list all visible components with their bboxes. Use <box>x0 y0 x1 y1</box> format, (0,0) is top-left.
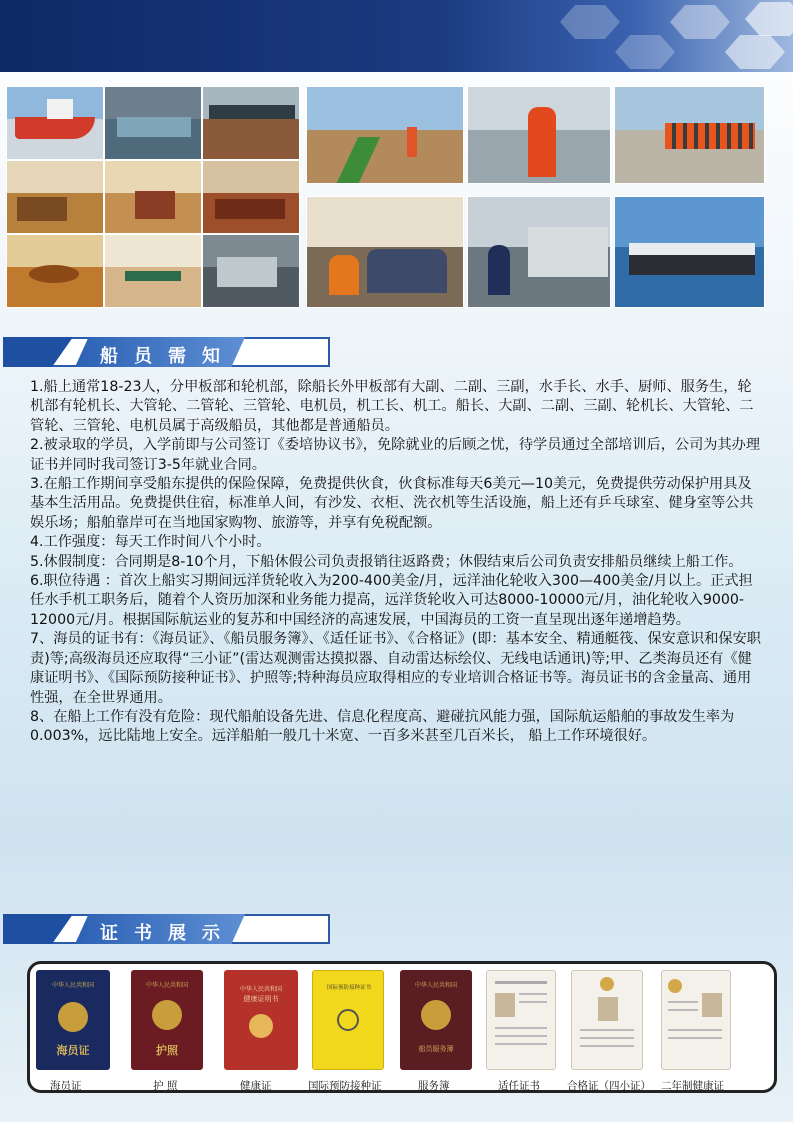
two-year-health-cert-page <box>661 970 731 1070</box>
cover-subtitle: 船员服务簿 <box>418 1045 454 1053</box>
note-item-6: 6.职位待遇 ：首次上船实习期间远洋货轮收入为200-400美金/月，远洋油化轮收入300—400美金/月以上。正式担任水手机工职务后，随着个人资历加深和业务能力提高，远洋货轮收入可达8000-10000元/月，油化轮收入9000-12000元/月。根据国际航运业的复苏和中国经济的高速发展，中国海员的工资一直呈现出逐年递增趋势。 <box>30 573 753 628</box>
section-accent-icon <box>3 337 73 367</box>
cover-title: 中华人民共和国 <box>145 982 188 989</box>
cabin-photo-1 <box>6 160 104 234</box>
note-item-7: 7、海员的证书有：《海员证》、《船员服务簿》、《适任证书》、《合格证》(即：基本安全、精通艇筏、保安意识和保安职责)等;高级海员还应取得“三小证”(雷达观测雷达摸拟器、自动雷达标绘仪、无线电话通讯)等;甲、乙类海员还有《健康证明书》、《国际预防接种证书》、护照等;特种海员应取得相应的专业培训合格证书等。海员证书的含金量高、通用性强，在全世界通用。 <box>30 631 761 706</box>
certificate-label: 护 照 <box>153 1080 178 1092</box>
certificate-label: 合格证（四小证） <box>567 1080 651 1092</box>
cover-title: 中华人民共和国 <box>239 986 282 993</box>
emblem-icon <box>668 979 682 993</box>
hexagon-decoration-icon <box>560 5 620 39</box>
certificate-label: 海员证 <box>50 1080 82 1092</box>
service-book-cover <box>400 970 472 1070</box>
crew-lineup-photo <box>614 86 765 184</box>
deck-photo <box>306 86 464 184</box>
hexagon-decoration-icon <box>670 5 730 39</box>
health-cert-cover <box>224 970 298 1070</box>
workshop-photo <box>202 234 300 308</box>
emblem-icon <box>421 1000 451 1030</box>
certificate-panel <box>27 961 777 1093</box>
emblem-icon <box>337 1009 359 1031</box>
qualification-cert-page <box>571 970 643 1070</box>
header-band <box>0 0 793 72</box>
emblem-icon <box>249 1014 273 1038</box>
portrait-photo-icon <box>495 993 515 1017</box>
emblem-icon <box>58 1002 88 1032</box>
note-item-3: 3.在船工作期间享受船东提供的保险保障，免费提供伙食，伙食标准每天6美元—10美元，免费提供劳动保护用具及基本生活用品。免费提供住宿，标准单人间，有沙发、衣柜、洗衣机等生活设施，船上还有乒乓球室、健身室等公共娱乐场；船舶靠岸可在当地国家购物、旅游等，并享有免税配额。 <box>30 476 754 531</box>
lounge-photo <box>202 160 300 234</box>
bridge-interior-photo <box>202 86 300 160</box>
note-item-4: 4.工作强度：每天工作时间八个小时。 <box>30 534 271 551</box>
cover-title: 中华人民共和国 <box>51 982 94 989</box>
emblem-icon <box>600 977 614 991</box>
certificate-label: 国际预防接种证 <box>308 1080 382 1092</box>
cert-section-title: 证书展示 <box>100 923 236 944</box>
crew-party-photo <box>306 196 464 308</box>
note-item-5: 5.休假制度：合同期是8-10个月，下船休假公司负责报销往返路费；休假结束后公司负责安排船员继续上船工作。 <box>30 553 743 570</box>
bulk-carrier-photo <box>614 196 765 308</box>
hexagon-decoration-icon <box>745 2 793 36</box>
certificate-label: 服务簿 <box>418 1080 450 1092</box>
control-room-photo <box>467 196 611 308</box>
emblem-icon <box>152 1000 182 1030</box>
certificate-label: 适任证书 <box>498 1080 540 1092</box>
note-item-1: 1.船上通常18-23人，分甲板部和轮机部，除船长外甲板部有大副、二副、三副，水手长、水手、厨师、服务生，轮机部有轮机长、大管轮、二管轮、三管轮、电机员，机工长、机工。船长、大副、二副、三副、轮机长、大管轮、二管轮、三管轮、电机员属于高级船员，其他都是普通船员。 <box>30 379 754 434</box>
portrait-photo-icon <box>598 997 618 1021</box>
cabin-photo-2 <box>104 160 202 234</box>
seaman-book-cover <box>36 970 110 1070</box>
cover-subtitle: 健康证明书 <box>243 995 279 1003</box>
ship-exterior-photo <box>6 86 104 160</box>
competency-cert-page <box>486 970 556 1070</box>
notes-section-title: 船员需知 <box>100 346 236 367</box>
cover-subtitle: 海员证 <box>56 1044 90 1057</box>
engine-room-photo <box>104 86 202 160</box>
notes-body <box>30 378 765 747</box>
passport-cover <box>131 970 203 1070</box>
cover-title: 中华人民共和国 <box>414 982 457 989</box>
certificate-label: 二年制健康证 <box>661 1080 724 1092</box>
gym-photo <box>104 234 202 308</box>
certificate-label: 健康证 <box>240 1080 272 1092</box>
hexagon-decoration-icon <box>615 35 675 69</box>
note-item-2: 2.被录取的学员，入学前即与公司签订《委培协议书》，免除就业的后顾之忧，待学员通过全部培训后，公司为其办理证书并同时我司签订3-5年就业合同。 <box>30 437 761 473</box>
notes-section-header <box>3 337 330 367</box>
dining-room-photo <box>6 234 104 308</box>
crew-binoculars-photo <box>467 86 611 184</box>
cover-subtitle: 护照 <box>156 1044 178 1057</box>
portrait-photo-icon <box>702 993 722 1017</box>
note-item-8: 8、在船上工作有没有危险：现代船舶设备先进、信息化程度高、避碰抗风能力强，国际航运船舶的事故发生率为0.003%，远比陆地上安全。远洋船舶一般几十米宽、一百多米甚至几百米长， 船上工作环境很好。 <box>30 708 735 745</box>
cover-title: 国际预防接种证书 <box>326 985 371 991</box>
section-accent-icon <box>3 914 73 944</box>
cert-section-header <box>3 914 330 944</box>
hexagon-decoration-icon <box>725 35 785 69</box>
vaccination-cert-cover <box>312 970 384 1070</box>
